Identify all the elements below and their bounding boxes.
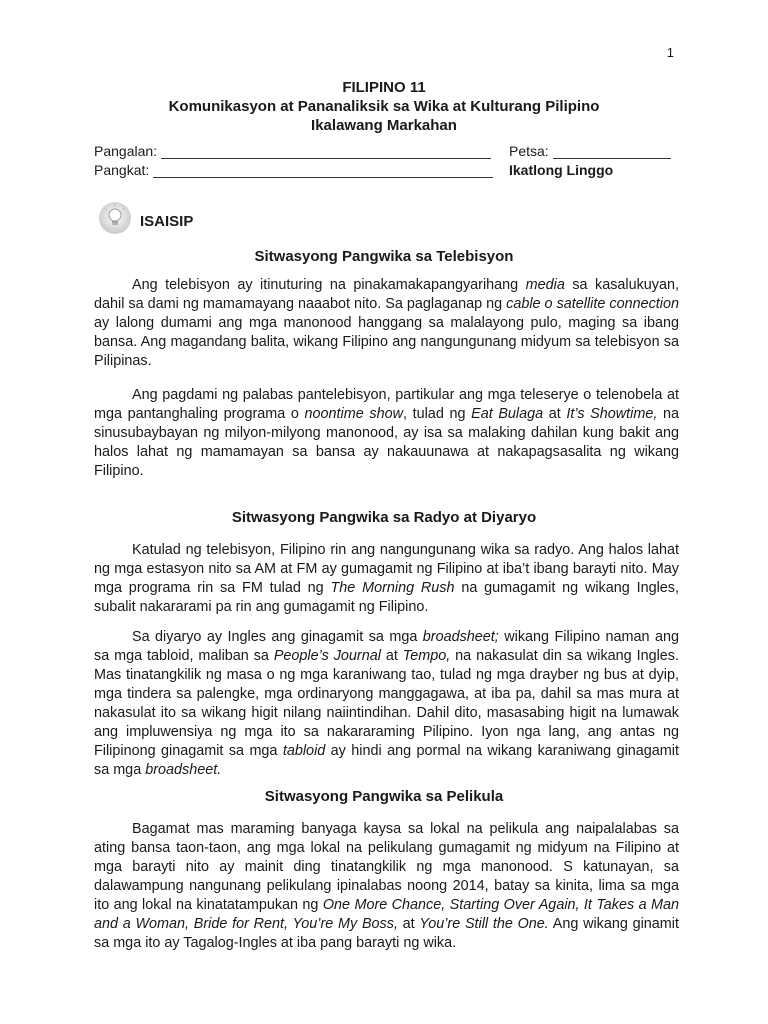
italic-term: One More Chance, Starting Over Again, It Takes a Man and a Woman, Bride for Rent, You’re My Boss,	[94, 897, 679, 932]
date-label: Petsa:	[509, 143, 549, 159]
paragraph	[94, 628, 679, 780]
section-title-radyo-diyaryo: Sitwasyong Pangwika sa Radyo at Diyaryo	[231, 509, 537, 526]
paragraph-text: Ang pagdami ng palabas pantelebisyon, partikular ang mga teleserye o telenobela at mga pantanghaling programa o noontime show, tulad ng Eat Bulaga at It’s Showtime, na sinusubaybayan ng milyon-milyong manonood, ay isa sa malaking dahilan kung bakit ang halos lahat ng mamamayan sa bansa ay nakauunawa at nakapagsasalita ng wikang Filipino.	[94, 387, 679, 479]
italic-term: tabloid	[282, 743, 326, 759]
week-label: Ikatlong Linggo	[509, 162, 614, 178]
italic-term: broadsheet;	[422, 629, 499, 645]
paragraph-text: Ang telebisyon ay itinuturing na pinakamakapangyarihang media sa kasalukuyan, dahil sa dami ng mamamayang naaabot nito. Sa paglaganap ng cable o satellite connection ay lalong dumami ang mga manonood hanggang sa malalayong pulo, maging sa ibang bansa. Ang magandang balita, wikang Filipino ang nangungunang midyum sa telebisyon sa Pilipinas.	[94, 277, 679, 369]
course-title: Komunikasyon at Pananaliksik sa Wika at Kulturang Pilipino	[168, 98, 600, 115]
paragraph	[94, 820, 679, 953]
paragraph	[94, 541, 679, 617]
italic-term: It’s Showtime,	[566, 406, 658, 422]
italic-term: media	[525, 277, 565, 293]
form-row-name	[94, 143, 674, 163]
section-title-telebisyon: Sitwasyong Pangwika sa Telebisyon	[254, 248, 514, 265]
section-label: Pangkat:	[94, 162, 150, 178]
italic-term: cable o satellite connection	[506, 296, 679, 312]
name-field-line[interactable]	[161, 144, 491, 159]
form-row-section	[94, 162, 674, 182]
italic-term: You’re Still the One.	[419, 916, 549, 932]
lightbulb-icon	[98, 201, 132, 235]
italic-term: noontime show	[304, 406, 403, 422]
date-field-line[interactable]	[553, 144, 671, 159]
section-title-pelikula: Sitwasyong Pangwika sa Pelikula	[264, 788, 504, 805]
section-field-line[interactable]	[153, 163, 493, 178]
italic-term: Tempo,	[402, 648, 451, 664]
italic-term: The Morning Rush	[330, 580, 455, 596]
italic-term: People’s Journal	[273, 648, 381, 664]
italic-term: Eat Bulaga	[471, 406, 544, 422]
document-header	[0, 78, 768, 135]
paragraph-text: Sa diyaryo ay Ingles ang ginagamit sa mga broadsheet; wikang Filipino naman ang sa mga tabloid, maliban sa People’s Journal at Tempo, na nakasulat din sa wikang Ingles. Mas tinatangkilik ng masa o ng mga karaniwang tao, tulad ng mga drayber ng bus at dyip, mga tindera sa palengke, mga ordinaryong manggagawa, at iba pa, dahil sa mas mura at nakasulat ito sa wikang higit nilang naiintindihan. Dahil dito, masasabing higit na lumawak ang impluwensiya ng mga ito sa nakararaming Pilipino. Iyon nga lang, ang antas ng Filipinong ginagamit sa mga tabloid ay hindi ang pormal na wikang karaniwang ginagamit sa mga broadsheet.	[94, 629, 680, 778]
subject-title: FILIPINO 11	[342, 79, 426, 96]
quarter-title: Ikalawang Markahan	[311, 117, 457, 134]
paragraph	[94, 276, 679, 371]
paragraph-text: Bagamat mas maraming banyaga kaysa sa lokal na pelikula ang naipalalabas sa ating bansa taon-taon, ang mga lokal na pelikulang gumagamit ng midyum na Filipino at mga barayti nito ay mainit ding tinatangkilik ng mga manonood. S katunayan, sa dalawampung nangunang pelikulang ipinalabas noong 2014, batay sa kinita, lima sa mga ito ang lokal na kinatatampukan ng One More Chance, Starting Over Again, It Takes a Man and a Woman, Bride for Rent, You’re My Boss, at You’re Still the One. Ang wikang ginamit sa mga ito ay Tagalog-Ingles at iba pang barayti ng wika.	[94, 821, 679, 951]
italic-term: broadsheet.	[145, 762, 222, 778]
isaisip-label: ISAISIP	[140, 213, 194, 230]
paragraph	[94, 386, 679, 481]
page-number: 1	[666, 45, 674, 60]
paragraph-text: Katulad ng telebisyon, Filipino rin ang nangungunang wika sa radyo. Ang halos lahat ng mga estasyon nito sa AM at FM ay gumagamit ng Filipino at iba’t ibang barayti nito. May mga programa rin sa FM tulad ng The Morning Rush na gumagamit ng wikang Ingles, subalit nakararami pa rin ang gumagamit ng Filipino.	[94, 542, 679, 615]
name-label: Pangalan:	[94, 143, 158, 159]
